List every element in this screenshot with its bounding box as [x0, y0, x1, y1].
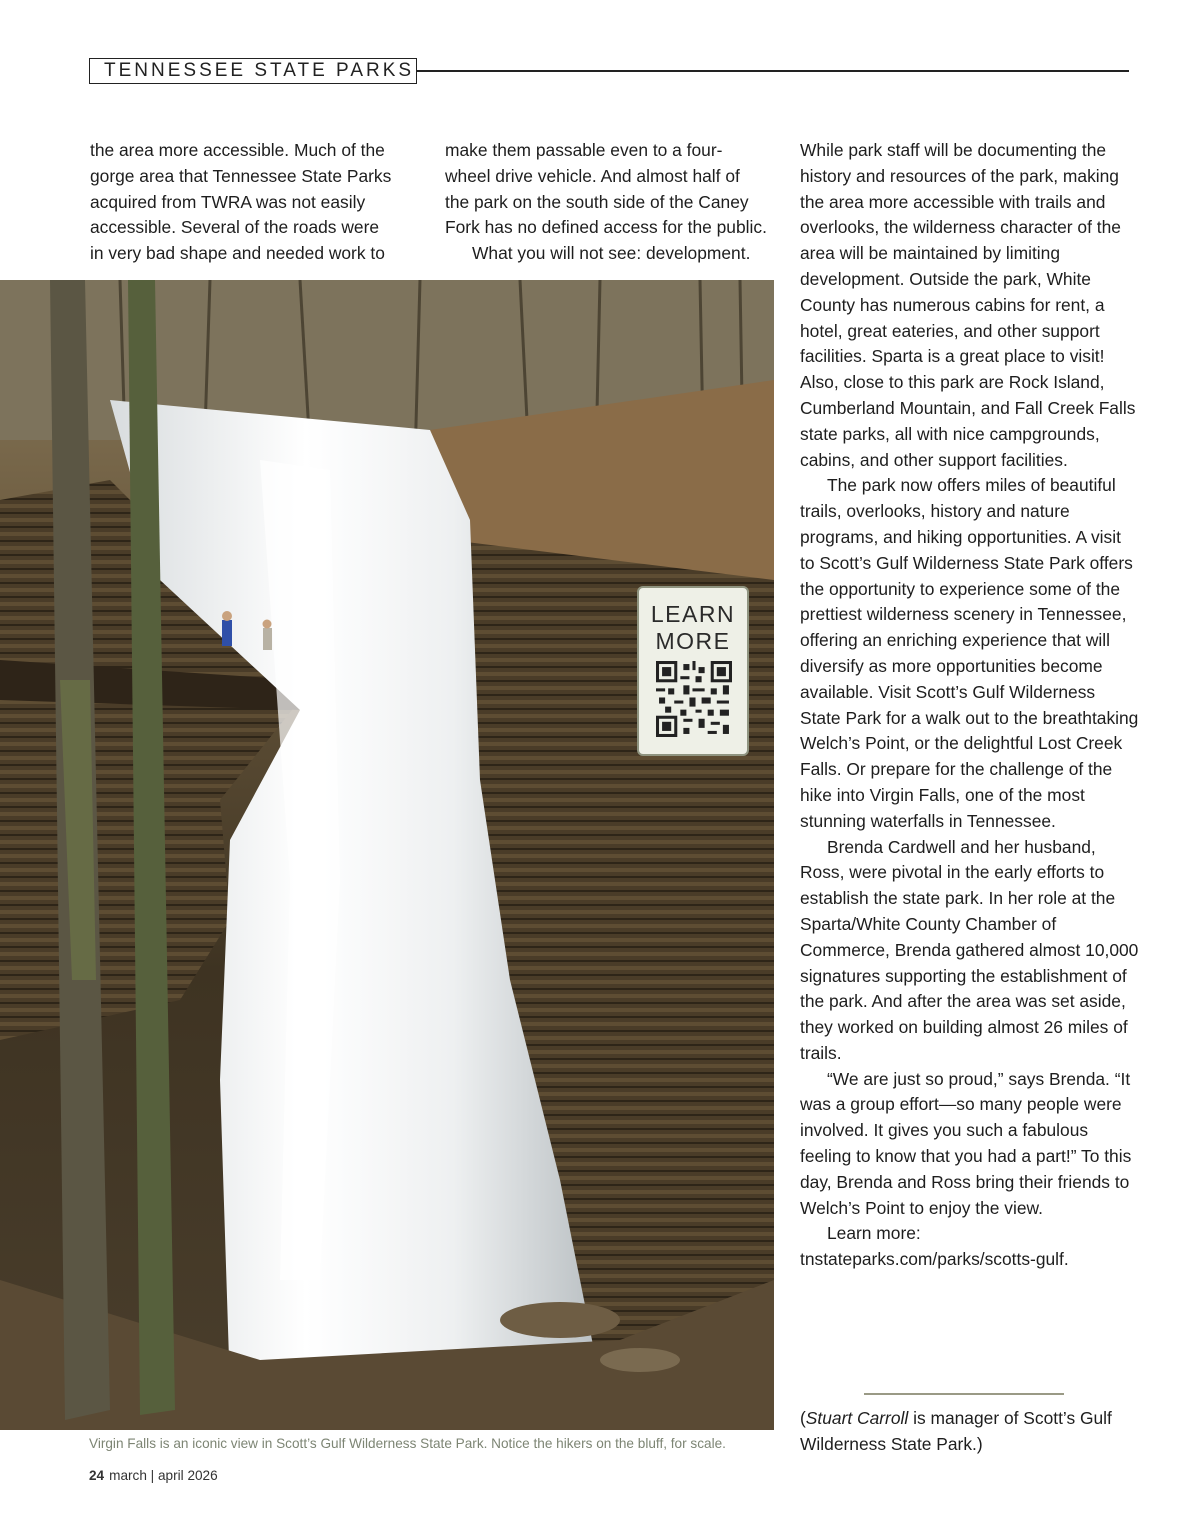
waterfall-photo — [0, 280, 774, 1430]
credit-open: ( — [800, 1408, 806, 1428]
photo-caption: Virgin Falls is an iconic view in Scott’s Gulf Wilderness State Park. Notice the hikers on the bluff, for scale. — [89, 1436, 726, 1451]
section-header — [89, 58, 417, 84]
col1-line: the area more accessible. Much of the — [90, 140, 385, 160]
learn-more-label — [639, 601, 747, 655]
col1-line: gorge area that Tennessee State Parks — [90, 165, 392, 186]
col3-paragraph-4: “We are just so proud,” says Brenda. “It was a group effort—so many people were involved. It gives you such a fabulous feeling to know that you had a part!” To this day, Brenda and Ross bring their friends to Welch’s Point to enjoy the view. — [800, 1068, 1132, 1218]
col3-paragraph-1: While park staff will be documenting the history and resources of the park, making the area more accessible with trails and overlooks, the wilderness character of the area will be maintained by limiting development. Outside the park, White County has numerous cabins for rent, a hotel, great eateries, and other support facilities. Sparta is a great place to visit! Also, close to this park are Rock Island, Cumberland Mountain, and Fall Creek Falls state parks, all with nice campgrounds, cabins, and other support facilities. — [800, 140, 1136, 470]
author-credit — [800, 1406, 1140, 1458]
learn-more-card[interactable] — [637, 586, 749, 756]
text-column-2 — [445, 138, 780, 267]
page-number: 24 — [89, 1468, 105, 1483]
credit-rest: is manager of Scott’s Gulf Wilderness State Park.) — [800, 1408, 1112, 1454]
text-column-3 — [800, 138, 1140, 1273]
author-divider — [864, 1393, 1064, 1395]
text-column-1 — [90, 138, 420, 267]
learn-line-2: MORE — [655, 628, 731, 654]
waterfall-illustration — [0, 280, 774, 1430]
col1-line: in very bad shape and needed work to — [90, 243, 385, 264]
qr-code-icon[interactable] — [656, 661, 732, 737]
col2-paragraph: What you will not see: development. — [472, 243, 751, 264]
col3-paragraph-2: The park now offers miles of beautiful trails, overlooks, history and nature programs, and hiking opportunities. A visit to Scott’s Gulf Wilderness State Park offers the opportunity to experience some of the prettiest wilderness scenery in Tennessee, offering an enriching experience that will diversify as more opportunities become available. Visit Scott’s Gulf Wilderness State Park for a walk out to the breathtaking Welch’s Point, or the delightful Lost Creek Falls. Or prepare for the challenge of the hike into Virgin Falls, one of the most stunning waterfalls in Tennessee. — [800, 475, 1139, 831]
col2-line: make them passable even to a four- — [445, 140, 723, 160]
author-name: Stuart Carroll — [805, 1408, 909, 1428]
issue-date: march | april 2026 — [109, 1468, 218, 1483]
page-footer — [89, 1468, 218, 1483]
col1-line: acquired from TWRA was not easily — [90, 191, 366, 212]
col2-line: wheel drive vehicle. And almost half of — [445, 165, 740, 186]
header-rule — [417, 70, 1129, 72]
col3-paragraph-3: Brenda Cardwell and her husband, Ross, were pivotal in the early efforts to establish the state park. In her role at the Sparta/White County Chamber of Commerce, Brenda gathered almost 10,000 signatures supporting the establishment of the park. And after the area was set aside, they worked on building almost 26 miles of trails. — [800, 836, 1139, 1063]
col3-paragraph-5: Learn more: tnstateparks.com/parks/scotts-gulf. — [800, 1223, 1069, 1270]
col2-line: the park on the south side of the Caney — [445, 191, 749, 212]
learn-line-1: LEARN — [650, 601, 736, 627]
section-title: TENNESSEE STATE PARKS — [104, 60, 415, 81]
col2-line: Fork has no defined access for the public. — [445, 217, 767, 238]
col1-line: accessible. Several of the roads were — [90, 217, 380, 238]
